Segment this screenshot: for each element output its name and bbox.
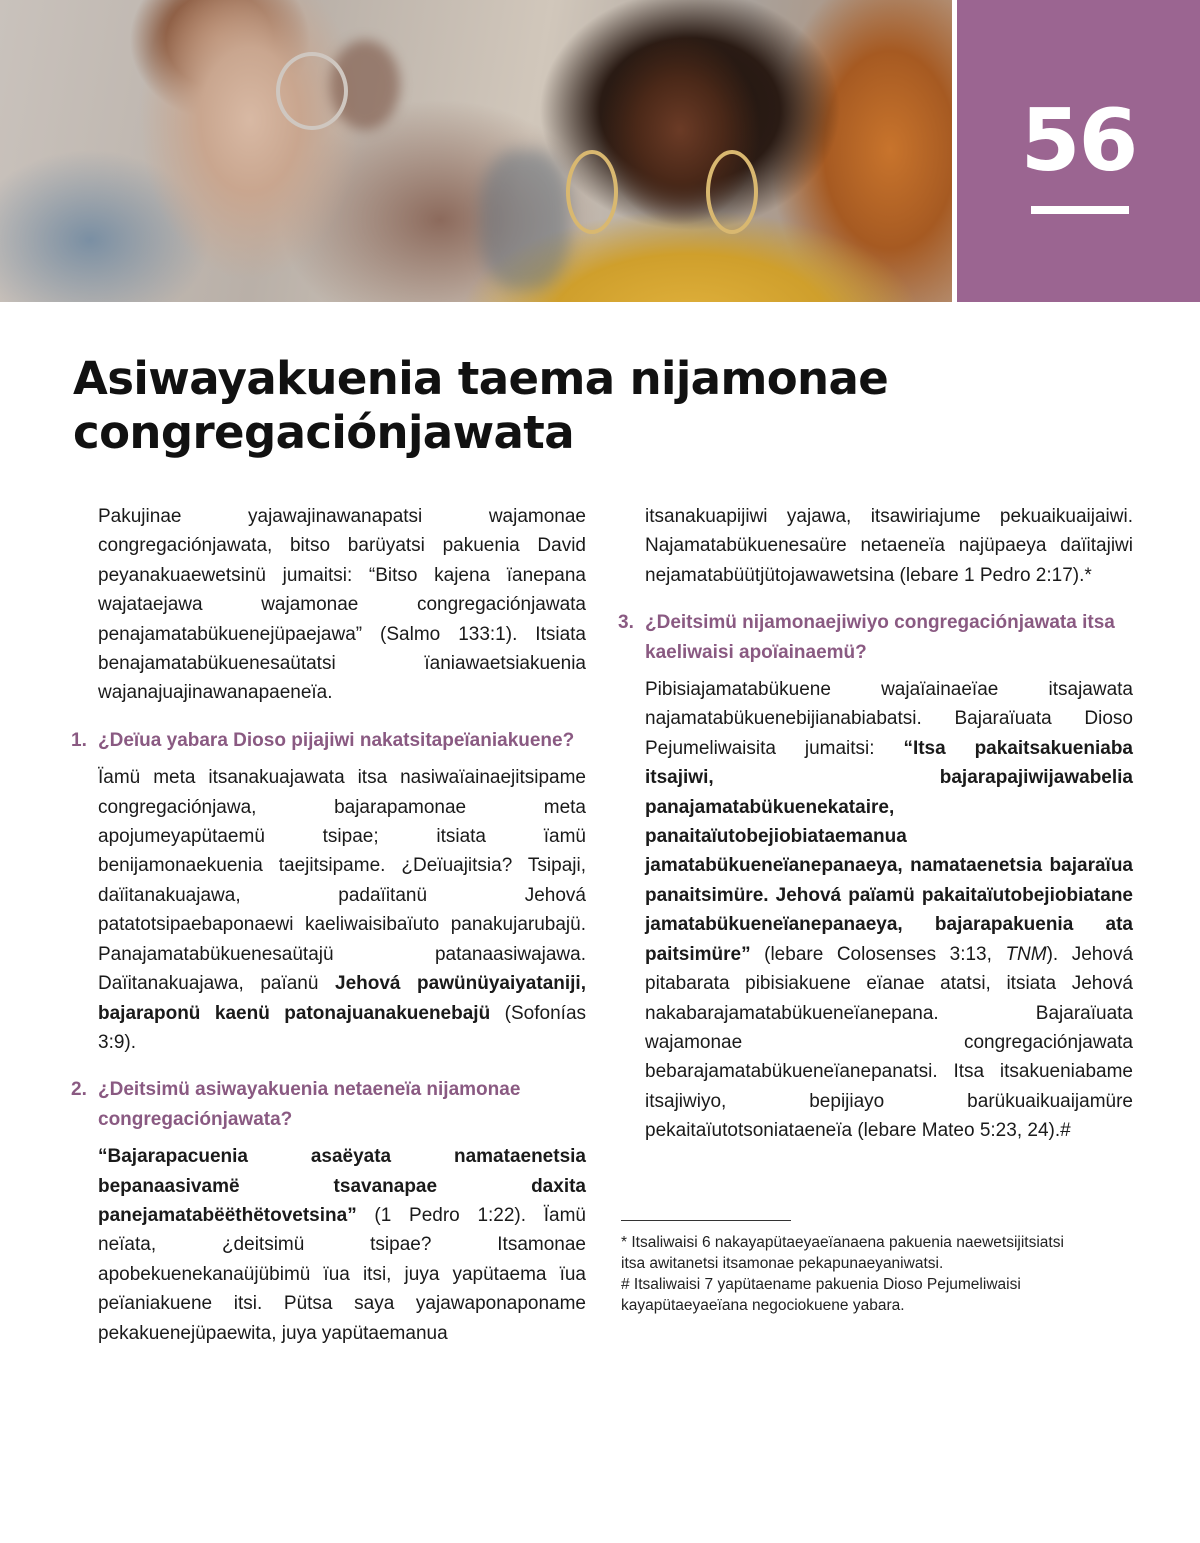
question-text: ¿Deitsimü asiwayakuenia netaeneïa nijamonae congregaciónjawata?	[98, 1079, 521, 1130]
paragraph-text: Pibisiajamatabükuene wajaïainaeïae itsajawata najamatabükuenebijianabiabatsi. Bajaraïuata Dioso Pejumeliwaisita jumaitsi:	[645, 679, 1133, 759]
earring-shape	[276, 52, 348, 130]
paragraph-italic-text: TNM	[1005, 943, 1047, 965]
question-number: 2.	[71, 1079, 87, 1101]
footnote-divider	[621, 1220, 791, 1221]
right-column	[618, 502, 1134, 1146]
earring-shape	[706, 150, 758, 234]
section-2-continuation: itsanakuapijiwi yajawa, itsawiriajume pekuaikuaijaiwi. Najamatabükuenesaüre netaeneïa najüpaeya daïitajiwi nejamatabüütjütojawawetsina (lebare 1 Pedro 2:17).*	[645, 506, 1133, 586]
left-column	[71, 502, 587, 1348]
earring-shape	[566, 150, 618, 234]
paragraph-text: (1 Pedro 1:22). Ïamü neïata, ¿deitsimü tsipae? Itsamonae apobekuenekanaüjübimü ïua itsi, juya yapütaema ïua peïaniakuene itsi. Pütsa saya yajawaponaponame pekakuenejüpaewita, juya yapütaemanua	[98, 1204, 586, 1344]
question-number: 1.	[71, 729, 87, 751]
section-2-paragraph	[98, 1142, 586, 1348]
section-1-paragraph	[98, 763, 586, 1057]
background-person-blur	[480, 150, 570, 290]
question-number: 3.	[618, 612, 634, 634]
question-1	[71, 726, 586, 755]
paragraph-bold-text: “Itsa pakaitsakueniaba itsajiwi, bajarapajiwijawabelia panajamatabükuenekataire, panaitaïutobejiobiataemanua jamatabükueneïanepanaeya, namataenetsia bajaraïua panaitsimüre. Jehová païamü pakaitaïutobejiobiatane jamatabükueneïanepanaeya, bajarapakuenia ata paitsimüre”	[645, 737, 1133, 965]
question-3	[618, 608, 1133, 667]
page-title: Asiwayakuenia taema nijamonae congregaciónjawata	[73, 352, 889, 459]
section-3-paragraph	[645, 675, 1133, 1146]
paragraph-text: ). Jehová pitabarata pibisiakuene eïanae atatsi, itsiata Jehová nakabarajamatabükueneïanepana. Bajaraïuata wajamonae congregaciónjawata bebarajamatabükueneïanepanatsi. Itsa itsakueniabame itsajiwiyo, bepijiayo barükuaikuaijamüre pekaitaïutotsoniataeneïa (lebare Mateo 5:23, 24).#	[645, 943, 1134, 1142]
lesson-number: 56	[1020, 91, 1137, 191]
footnote: # Itsaliwaisi 7 yapütaename pakuenia Dioso Pejumeliwaisi kayapütaeyaeïana negociokuene yabara.	[621, 1276, 1021, 1314]
intro-paragraph: Pakujinae yajawajinawanapatsi wajamonae congregaciónjawata, bitso barüyatsi pakuenia David peyanakuaewetsinü jumaitsi: “Bitso kajena ïanepana wajataejawa wajamonae congregaciónjawata penajamatabükuenejüpaejawa” (Salmo 133:1). Itsiata benajamatabükuenesaütatsi ïaniawaetsiakuenia wajanajuajinawanapaeneïa.	[98, 506, 586, 704]
question-text: ¿Deitsimü nijamonaejiwiyo congregaciónjawata itsa kaeliwaisi apoïainaemü?	[645, 612, 1115, 663]
paragraph-bold-text: “Bajarapacuenia asaëyata namataenetsia bepanaasivamë tsavanapae daxita panejamatabëëthëtovetsina”	[98, 1146, 586, 1226]
header-photo	[0, 0, 952, 302]
question-text: ¿Deïua yabara Dioso pijajiwi nakatsitapeïaniakuene?	[98, 729, 575, 751]
paragraph-text: (lebare Colosenses 3:13,	[750, 943, 1006, 965]
footnotes	[621, 1232, 1091, 1316]
lesson-number-underline	[1031, 206, 1129, 214]
paragraph-bold-text: Jehová pawünüyaiyataniji, bajaraponü kaenü patonajuanakuenebajü	[98, 973, 586, 1024]
lesson-number-box	[957, 0, 1200, 302]
paragraph-text: (Sofonías 3:9).	[98, 1002, 587, 1053]
question-2	[71, 1075, 586, 1134]
footnote: * Itsaliwaisi 6 nakayapütaeyaeïanaena pakuenia naewetsijitsiatsi itsa awitanetsi itsamonae pekapunaeyaniwatsi.	[621, 1234, 1064, 1272]
paragraph-text: Ïamü meta itsanakuajawata itsa nasiwaïainaejitsipame congregaciónjawa, bajarapamonae meta apojumeyapütaemü tsipae; itsiata ïamü benijamonaekuenia taejitsipame. ¿Deïuajitsia? Tsipaji, daïitanakuajawa, padaïitanü Jehová patatotsipaebaponaewi kaeliwaisibaïuto panakujarubajü. Panajamatabükuenesaütajü patanaasiwajawa. Daïitanakuajawa, païanü	[98, 767, 586, 995]
